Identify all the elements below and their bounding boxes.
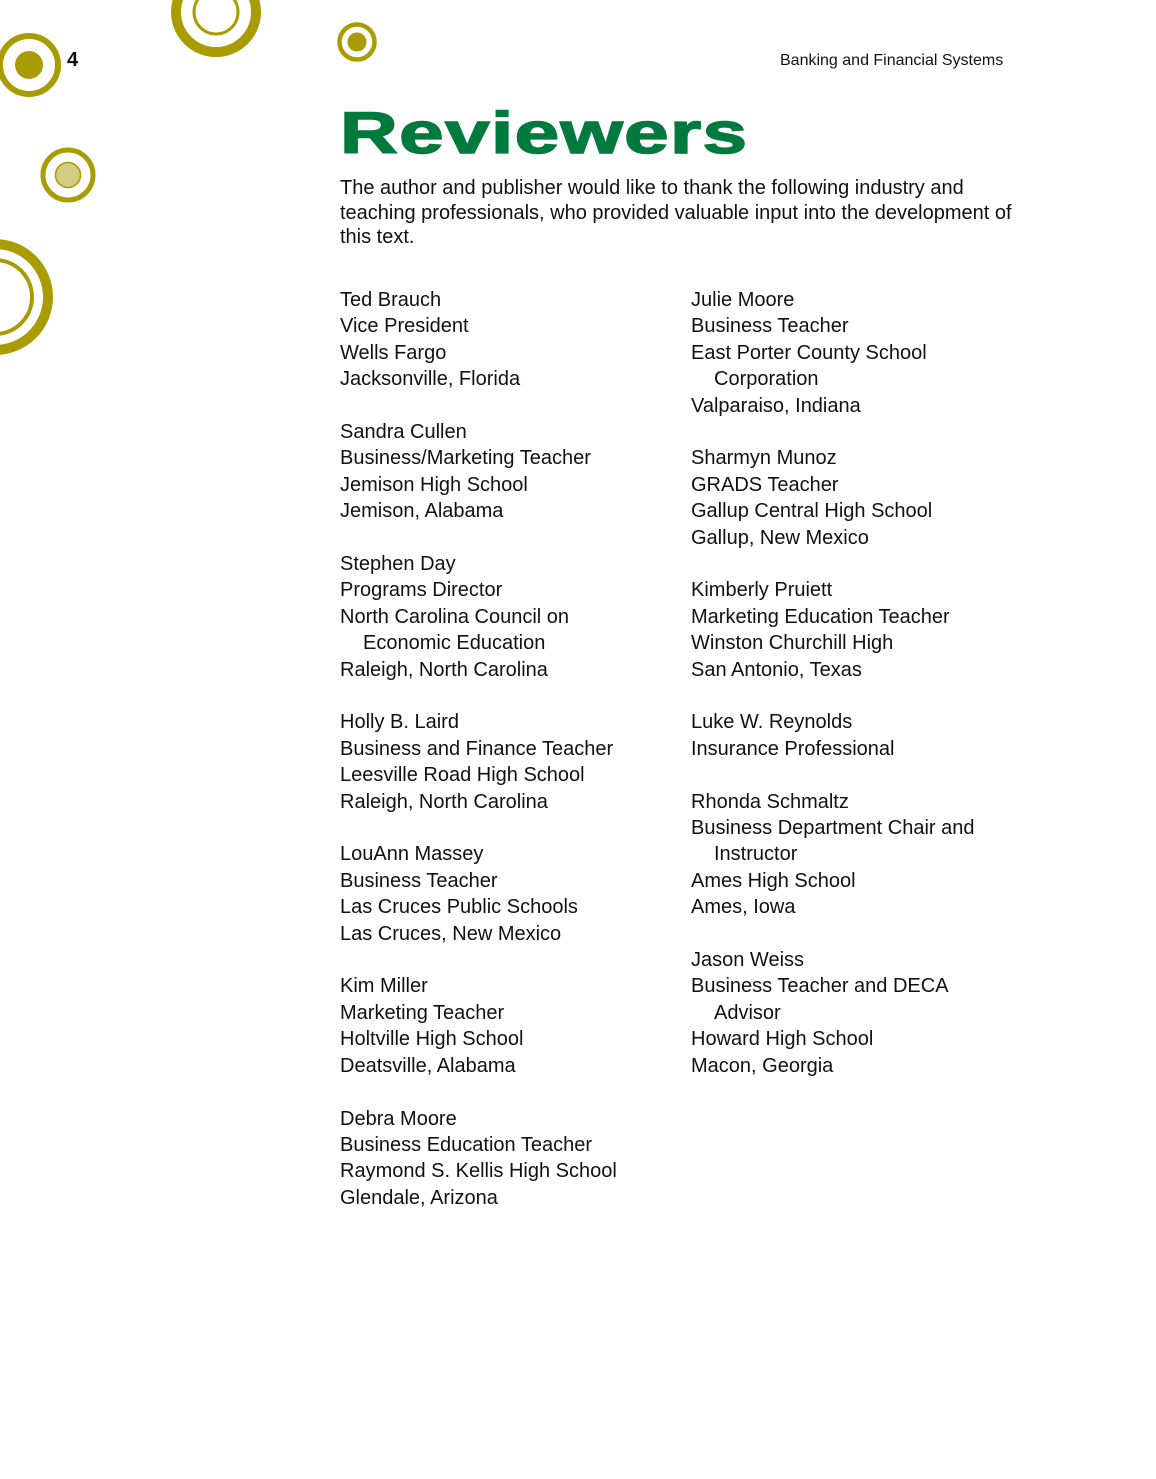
reviewer-name: Rhonda Schmaltz [691, 790, 849, 813]
reviewer-entry [691, 577, 974, 683]
reviewer-entry [691, 445, 974, 551]
reviewer-detail: Business Teacher [340, 869, 498, 892]
reviewer-entry [340, 1106, 617, 1212]
circle-large-rings-icon [0, 244, 48, 350]
reviewer-name: LouAnn Massey [340, 843, 484, 866]
reviewer-detail: Jemison, Alabama [340, 500, 504, 523]
intro-paragraph: The author and publisher would like to thank the following industry and teaching professionals, who provided valuable input into the development of this text. [340, 177, 1012, 248]
reviewer-detail: GRADS Teacher [691, 473, 839, 496]
reviewer-entry [340, 551, 617, 683]
reviewer-detail: Valparaiso, Indiana [691, 394, 861, 417]
reviewer-detail: Jacksonville, Florida [340, 368, 521, 391]
reviewer-entry [691, 287, 974, 419]
reviewer-name: Stephen Day [340, 553, 456, 576]
reviewer-name: Sharmyn Munoz [691, 447, 837, 470]
reviewer-detail: Programs Director [340, 579, 503, 602]
reviewer-detail: Business and Finance Teacher [340, 737, 614, 760]
reviewer-detail: Las Cruces, New Mexico [340, 922, 562, 945]
reviewers-column-left [340, 287, 617, 1238]
reviewer-detail: Deatsville, Alabama [340, 1054, 516, 1077]
reviewer-detail: Business Department Chair and [691, 817, 975, 840]
reviewer-entry [340, 709, 617, 815]
reviewer-detail: Gallup Central High School [691, 500, 933, 523]
reviewer-detail: Holtville High School [340, 1028, 524, 1051]
reviewer-detail: San Antonio, Texas [691, 658, 862, 681]
reviewer-detail: Wells Fargo [340, 341, 447, 364]
circle-light-dot-icon [43, 150, 93, 200]
reviewer-detail: Business/Marketing Teacher [340, 447, 591, 470]
reviewer-detail: Marketing Teacher [340, 1001, 505, 1024]
reviewer-detail: Leesville Road High School [340, 764, 585, 787]
reviewer-entry [340, 973, 617, 1079]
reviewer-detail: North Carolina Council on [340, 605, 570, 628]
circle-rings-icon [176, 0, 256, 52]
reviewer-detail: Corporation [714, 368, 819, 391]
reviewer-detail: Raymond S. Kellis High School [340, 1160, 617, 1183]
reviewer-name: Ted Brauch [340, 289, 442, 311]
reviewer-entry [691, 789, 974, 921]
reviewer-detail: Business Teacher [691, 315, 849, 338]
reviewer-entry [691, 947, 974, 1079]
reviewer-entry [691, 709, 974, 762]
reviewer-name: Jason Weiss [691, 949, 805, 972]
page-title: Reviewers [340, 101, 749, 166]
reviewer-name: Kimberly Pruiett [691, 579, 833, 602]
reviewer-detail: Advisor [714, 1001, 781, 1024]
reviewer-name: Kim Miller [340, 975, 428, 998]
reviewer-detail: Jemison High School [340, 473, 528, 496]
reviewer-entry [340, 419, 617, 525]
reviewer-detail: Ames, Iowa [691, 896, 796, 919]
reviewer-detail: Raleigh, North Carolina [340, 790, 548, 813]
reviewer-detail: Gallup, New Mexico [691, 526, 869, 549]
reviewer-name: Julie Moore [691, 289, 795, 311]
circle-small-target-icon [340, 25, 375, 60]
reviewer-detail: Business Education Teacher [340, 1133, 593, 1156]
reviewer-detail: Instructor [714, 843, 798, 866]
reviewer-entry [340, 287, 617, 393]
reviewer-detail: Las Cruces Public Schools [340, 896, 578, 919]
reviewer-detail: Ames High School [691, 869, 856, 892]
reviewer-detail: Macon, Georgia [691, 1054, 834, 1077]
reviewer-detail: Vice President [340, 315, 469, 338]
running-header: Banking and Financial Systems [780, 52, 1004, 69]
page-number: 4 [67, 49, 79, 71]
reviewer-name: Sandra Cullen [340, 421, 467, 444]
reviewer-detail: Howard High School [691, 1028, 874, 1051]
reviewer-name: Luke W. Reynolds [691, 711, 853, 734]
reviewer-name: Debra Moore [340, 1107, 457, 1130]
reviewer-detail: Winston Churchill High [691, 632, 894, 655]
reviewers-column-right [691, 287, 974, 1106]
reviewer-detail: Insurance Professional [691, 737, 895, 760]
reviewer-name: Holly B. Laird [340, 711, 459, 734]
reviewer-detail: Economic Education [363, 632, 546, 655]
reviewer-detail: East Porter County School [691, 341, 927, 364]
reviewer-detail: Raleigh, North Carolina [340, 658, 548, 681]
reviewer-detail: Marketing Education Teacher [691, 605, 950, 628]
reviewer-entry [340, 841, 617, 947]
circle-target-icon [0, 36, 58, 94]
reviewer-detail: Business Teacher and DECA [691, 975, 949, 998]
reviewer-detail: Glendale, Arizona [340, 1186, 498, 1209]
